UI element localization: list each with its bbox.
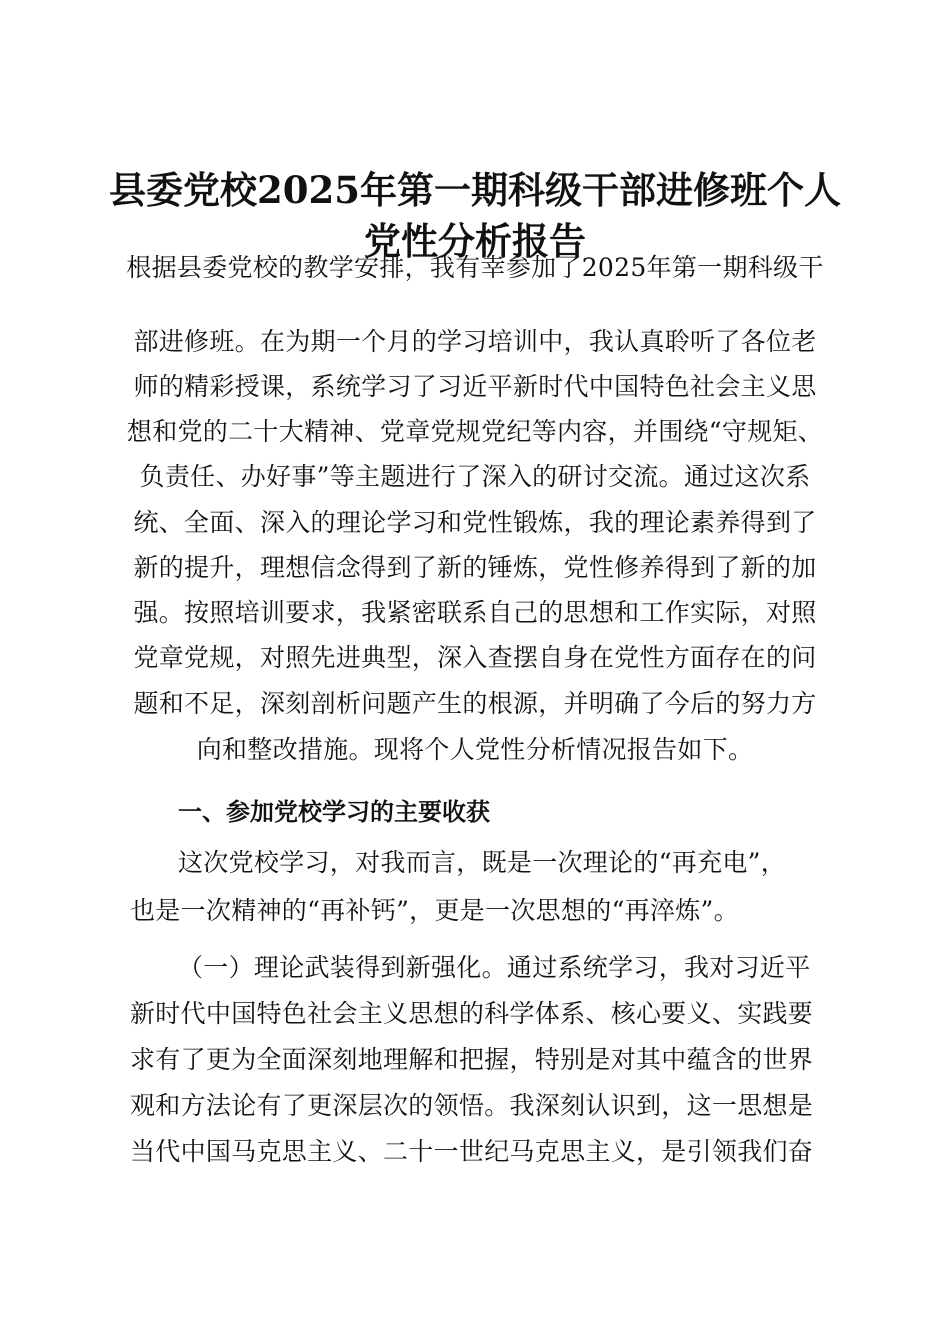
para2-line-1: （一）理论武装得到新强化。通过系统学习，我对习近平 bbox=[178, 953, 811, 982]
intro-line-11: 向和整改措施。现将个人党性分析情况报告如下。 bbox=[196, 735, 754, 764]
intro-line-6: 统、全面、深入的理论学习和党性锻炼，我的理论素养得到了 bbox=[133, 508, 817, 537]
document-title-line-2: 党性分析报告 bbox=[364, 219, 586, 263]
intro-line-4: 想和党的二十大精神、党章党规党纪等内容，并围绕“守规矩、 bbox=[126, 417, 824, 446]
para2-line-2: 新时代中国特色社会主义思想的科学体系、核心要义、实践要 bbox=[130, 999, 814, 1028]
intro-line-9: 党章党规，对照先进典型，深入查摆自身在党性方面存在的问 bbox=[133, 643, 817, 672]
para2-line-5: 当代中国马克思主义、二十一世纪马克思主义，是引领我们奋 bbox=[130, 1137, 814, 1166]
intro-line-3: 师的精彩授课，系统学习了习近平新时代中国特色社会主义思 bbox=[133, 372, 817, 401]
para2-line-3: 求有了更为全面深刻地理解和把握，特别是对其中蕴含的世界 bbox=[130, 1045, 814, 1074]
intro-line-2: 部进修班。在为期一个月的学习培训中，我认真聆听了各位老 bbox=[133, 327, 817, 356]
intro-line-8: 强。按照培训要求，我紧密联系自己的思想和工作实际，对照 bbox=[133, 598, 817, 627]
intro-line-7: 新的提升，理想信念得到了新的锤炼，党性修养得到了新的加 bbox=[133, 553, 817, 582]
intro-line-5: 负责任、办好事”等主题进行了深入的研讨交流。通过这次系 bbox=[139, 462, 811, 491]
para1-line-2: 也是一次精神的“再补钙”，更是一次思想的“再淬炼”。 bbox=[130, 896, 739, 925]
intro-line-10: 题和不足，深刻剖析问题产生的根源，并明确了今后的努力方 bbox=[133, 689, 817, 718]
section-heading-1: 一、参加党校学习的主要收获 bbox=[178, 798, 490, 826]
intro-line-1: 根据县委党校的教学安排，我有幸参加了2025年第一期科级干 bbox=[126, 253, 824, 282]
document-title-line-1: 县委党校2025年第一期科级干部进修班个人 bbox=[109, 168, 841, 212]
para2-line-4: 观和方法论有了更深层次的领悟。我深刻认识到，这一思想是 bbox=[130, 1091, 814, 1120]
para1-line-1: 这次党校学习，对我而言，既是一次理论的“再充电”， bbox=[178, 848, 787, 877]
